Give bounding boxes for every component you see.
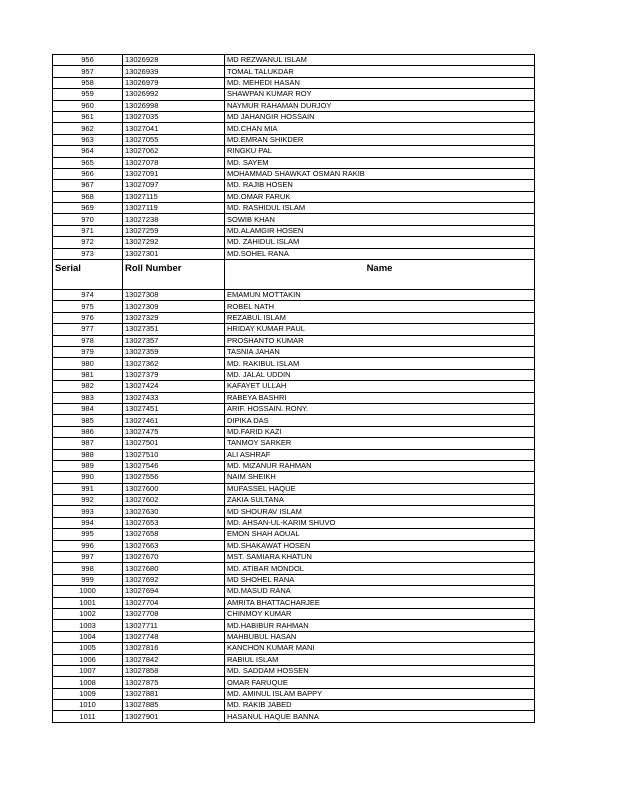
roll-number-cell: 13027663 [123,540,225,551]
roll-number-cell: 13027091 [123,168,225,179]
roll-number-cell: 13027351 [123,324,225,335]
roll-number-cell: 13027424 [123,381,225,392]
table-row [53,191,535,202]
serial-cell: 962 [53,123,123,134]
header-serial: Serial [53,260,123,279]
roll-number-cell: 13027359 [123,346,225,357]
table-row [53,620,535,631]
roll-number-cell: 13027308 [123,290,225,301]
serial-cell: 975 [53,301,123,312]
serial-cell: 968 [53,191,123,202]
serial-cell: 986 [53,426,123,437]
name-cell: CHINMOY KUMAR [225,608,535,619]
roll-number-cell: 13027885 [123,700,225,711]
table-row [53,369,535,380]
roll-number-cell: 13027653 [123,517,225,528]
name-cell: ALI ASHRAF [225,449,535,460]
table-row [53,631,535,642]
name-cell: MD.EMRAN SHIKDER [225,134,535,145]
serial-cell: 1000 [53,586,123,597]
roll-number-cell: 13027748 [123,631,225,642]
table-row [53,324,535,335]
serial-cell: 1004 [53,631,123,642]
name-cell: DIPIKA DAS [225,415,535,426]
table-row [53,134,535,145]
roll-number-cell: 13027292 [123,237,225,248]
table-row [53,495,535,506]
roll-number-cell: 13027546 [123,460,225,471]
table-row [53,146,535,157]
name-cell: MD. SAYEM [225,157,535,168]
name-cell: MD. RAKIB JABED [225,700,535,711]
serial-cell: 998 [53,563,123,574]
name-cell: OMAR FARUQUE [225,677,535,688]
serial-cell: 1006 [53,654,123,665]
name-cell: EMON SHAH AOUAL [225,529,535,540]
serial-cell: 994 [53,517,123,528]
roll-number-cell: 13027842 [123,654,225,665]
serial-cell: 977 [53,324,123,335]
serial-cell: 969 [53,203,123,214]
serial-cell: 970 [53,214,123,225]
serial-cell: 957 [53,66,123,77]
roll-number-cell: 13027119 [123,203,225,214]
table-row [53,552,535,563]
name-cell: MD REZWANUL ISLAM [225,55,535,66]
name-cell: REZABUL ISLAM [225,312,535,323]
serial-cell: 1008 [53,677,123,688]
serial-cell: 988 [53,449,123,460]
table-body-top [53,55,535,260]
name-cell: TOMAL TALUKDAR [225,66,535,77]
serial-cell: 1003 [53,620,123,631]
serial-cell: 965 [53,157,123,168]
serial-cell: 995 [53,529,123,540]
table-row [53,506,535,517]
name-cell: MD. ZAHIDUL ISLAM [225,237,535,248]
name-cell: MST. SAMIARA KHATUN [225,552,535,563]
serial-cell: 981 [53,369,123,380]
roll-number-cell: 13027309 [123,301,225,312]
roll-number-cell: 13027055 [123,134,225,145]
table-row [53,415,535,426]
roll-number-cell: 13027816 [123,643,225,654]
roll-number-cell: 13027501 [123,438,225,449]
serial-cell: 973 [53,248,123,259]
spacer-cell [225,278,535,290]
name-cell: NAIM SHEIKH [225,472,535,483]
name-cell: HASANUL HAQUE BANNA [225,711,535,722]
serial-cell: 1011 [53,711,123,722]
roll-number-cell: 13026998 [123,100,225,111]
roll-number-cell: 13027630 [123,506,225,517]
name-cell: TANMOY SARKER [225,438,535,449]
table-row [53,654,535,665]
serial-cell: 982 [53,381,123,392]
name-cell: MD. AHSAN-UL-KARIM SHUVO [225,517,535,528]
serial-cell: 974 [53,290,123,301]
table-row [53,563,535,574]
serial-cell: 991 [53,483,123,494]
name-cell: MD SHOURAV ISLAM [225,506,535,517]
table-row [53,700,535,711]
serial-cell: 1002 [53,608,123,619]
table-row [53,203,535,214]
name-cell: AMRITA BHATTACHARJEE [225,597,535,608]
serial-cell: 1009 [53,688,123,699]
roll-number-cell: 13027329 [123,312,225,323]
name-cell: TASNIA JAHAN [225,346,535,357]
roll-number-cell: 13027680 [123,563,225,574]
serial-cell: 960 [53,100,123,111]
roll-number-cell: 13027357 [123,335,225,346]
spacer-cell [123,278,225,290]
serial-cell: 958 [53,77,123,88]
name-cell: PROSHANTO KUMAR [225,335,535,346]
name-cell: MD. RAKIBUL ISLAM [225,358,535,369]
roll-number-cell: 13026979 [123,77,225,88]
name-cell: MD. MEHEDI HASAN [225,77,535,88]
serial-cell: 961 [53,111,123,122]
table-row [53,540,535,551]
name-cell: MD. RASHIDUL ISLAM [225,203,535,214]
spacer-cell [53,278,123,290]
name-cell: MUFASSEL HAQUE [225,483,535,494]
roll-number-cell: 13027600 [123,483,225,494]
roll-number-cell: 13027461 [123,415,225,426]
table-row [53,157,535,168]
table-row [53,426,535,437]
roll-number-cell: 13027875 [123,677,225,688]
table-row [53,55,535,66]
table-row [53,472,535,483]
table-row [53,597,535,608]
name-cell: MD.SOHEL RANA [225,248,535,259]
table-row [53,214,535,225]
serial-cell: 996 [53,540,123,551]
table-row [53,608,535,619]
name-cell: MOHAMMAD SHAWKAT OSMAN RAKIB [225,168,535,179]
header-name: Name [225,260,535,279]
name-cell: MD. AMINUL ISLAM BAPPY [225,688,535,699]
roll-number-cell: 13027704 [123,597,225,608]
roll-number-cell: 13027451 [123,403,225,414]
name-cell: HRIDAY KUMAR PAUL [225,324,535,335]
roll-number-cell: 13027881 [123,688,225,699]
roll-number-cell: 13026992 [123,89,225,100]
roll-number-cell: 13027301 [123,248,225,259]
roll-number-cell: 13027259 [123,225,225,236]
name-cell: MD. ATIBAR MONDOL [225,563,535,574]
table-row [53,180,535,191]
name-cell: MD. JALAL UDDIN [225,369,535,380]
name-cell: EMAMUN MOTTAKIN [225,290,535,301]
name-cell: RABEYA BASHRI [225,392,535,403]
table-body-bottom [53,290,535,723]
serial-cell: 959 [53,89,123,100]
name-cell: SOWIB KHAN [225,214,535,225]
roll-number-cell: 13027670 [123,552,225,563]
roll-number-cell: 13027041 [123,123,225,134]
serial-cell: 978 [53,335,123,346]
name-cell: SHAWPAN KUMAR ROY [225,89,535,100]
roll-number-cell: 13027433 [123,392,225,403]
table-row [53,248,535,259]
header-row [53,260,535,279]
serial-cell: 984 [53,403,123,414]
table-row [53,123,535,134]
table-row [53,483,535,494]
name-cell: MD.OMAR FARUK [225,191,535,202]
table-row [53,392,535,403]
serial-cell: 1007 [53,665,123,676]
name-cell: ARIF. HOSSAIN. RONY. [225,403,535,414]
results-sheet [52,54,534,723]
roll-number-cell: 13027475 [123,426,225,437]
roll-number-cell: 13027692 [123,574,225,585]
serial-cell: 964 [53,146,123,157]
name-cell: RABIUL ISLAM [225,654,535,665]
name-cell: KANCHON KUMAR MANI [225,643,535,654]
roll-number-cell: 13027238 [123,214,225,225]
roll-number-cell: 13027078 [123,157,225,168]
serial-cell: 967 [53,180,123,191]
serial-cell: 1010 [53,700,123,711]
serial-cell: 993 [53,506,123,517]
table-row [53,665,535,676]
serial-cell: 1005 [53,643,123,654]
table-row [53,711,535,722]
roll-number-cell: 13027510 [123,449,225,460]
name-cell: ZAKIA SULTANA [225,495,535,506]
roll-number-cell: 13027115 [123,191,225,202]
table-row [53,290,535,301]
roll-number-cell: 13027379 [123,369,225,380]
roll-table [52,54,535,723]
roll-number-cell: 13027602 [123,495,225,506]
table-row [53,77,535,88]
name-cell: MD.HABIBUR RAHMAN [225,620,535,631]
serial-cell: 980 [53,358,123,369]
table-row [53,449,535,460]
roll-number-cell: 13026928 [123,55,225,66]
table-row [53,301,535,312]
table-row [53,358,535,369]
table-row [53,346,535,357]
name-cell: MD. SADDAM HOSSEN [225,665,535,676]
header-spacer-row [53,278,535,290]
name-cell: MD.SHAKAWAT HOSEN [225,540,535,551]
name-cell: KAFAYET ULLAH [225,381,535,392]
serial-cell: 972 [53,237,123,248]
name-cell: MD. RAJIB HOSEN [225,180,535,191]
table-row [53,89,535,100]
roll-number-cell: 13026939 [123,66,225,77]
table-row [53,677,535,688]
serial-cell: 963 [53,134,123,145]
serial-cell: 971 [53,225,123,236]
name-cell: MAHBUBUL HASAN [225,631,535,642]
roll-number-cell: 13027035 [123,111,225,122]
table-row [53,574,535,585]
roll-number-cell: 13027362 [123,358,225,369]
roll-number-cell: 13027658 [123,529,225,540]
serial-cell: 997 [53,552,123,563]
serial-cell: 989 [53,460,123,471]
roll-number-cell: 13027708 [123,608,225,619]
name-cell: MD.MASUD RANA [225,586,535,597]
roll-number-cell: 13027711 [123,620,225,631]
table-row [53,517,535,528]
name-cell: MD.ALAMGIR HOSEN [225,225,535,236]
serial-cell: 999 [53,574,123,585]
serial-cell: 966 [53,168,123,179]
table-row [53,688,535,699]
roll-number-cell: 13027062 [123,146,225,157]
roll-number-cell: 13027901 [123,711,225,722]
table-row [53,111,535,122]
header-roll-number: Roll Number [123,260,225,279]
name-cell: RINGKU PAL [225,146,535,157]
serial-cell: 976 [53,312,123,323]
table-row [53,586,535,597]
table-row [53,168,535,179]
name-cell: MD.CHAN MIA [225,123,535,134]
serial-cell: 983 [53,392,123,403]
roll-number-cell: 13027556 [123,472,225,483]
table-row [53,66,535,77]
serial-cell: 985 [53,415,123,426]
table-row [53,403,535,414]
name-cell: MD JAHANGIR HOSSAIN [225,111,535,122]
table-row [53,529,535,540]
table-header [53,260,535,290]
roll-number-cell: 13027858 [123,665,225,676]
table-row [53,335,535,346]
name-cell: MD SHOHEL RANA [225,574,535,585]
name-cell: ROBEL NATH [225,301,535,312]
table-row [53,100,535,111]
serial-cell: 987 [53,438,123,449]
table-row [53,438,535,449]
name-cell: MD.FARID KAZI [225,426,535,437]
serial-cell: 992 [53,495,123,506]
table-row [53,237,535,248]
table-row [53,312,535,323]
name-cell: MD. MIZANUR RAHMAN [225,460,535,471]
serial-cell: 990 [53,472,123,483]
table-row [53,643,535,654]
table-row [53,381,535,392]
serial-cell: 1001 [53,597,123,608]
roll-number-cell: 13027694 [123,586,225,597]
serial-cell: 979 [53,346,123,357]
serial-cell: 956 [53,55,123,66]
name-cell: NAYMUR RAHAMAN DURJOY [225,100,535,111]
table-row [53,225,535,236]
roll-number-cell: 13027097 [123,180,225,191]
table-row [53,460,535,471]
